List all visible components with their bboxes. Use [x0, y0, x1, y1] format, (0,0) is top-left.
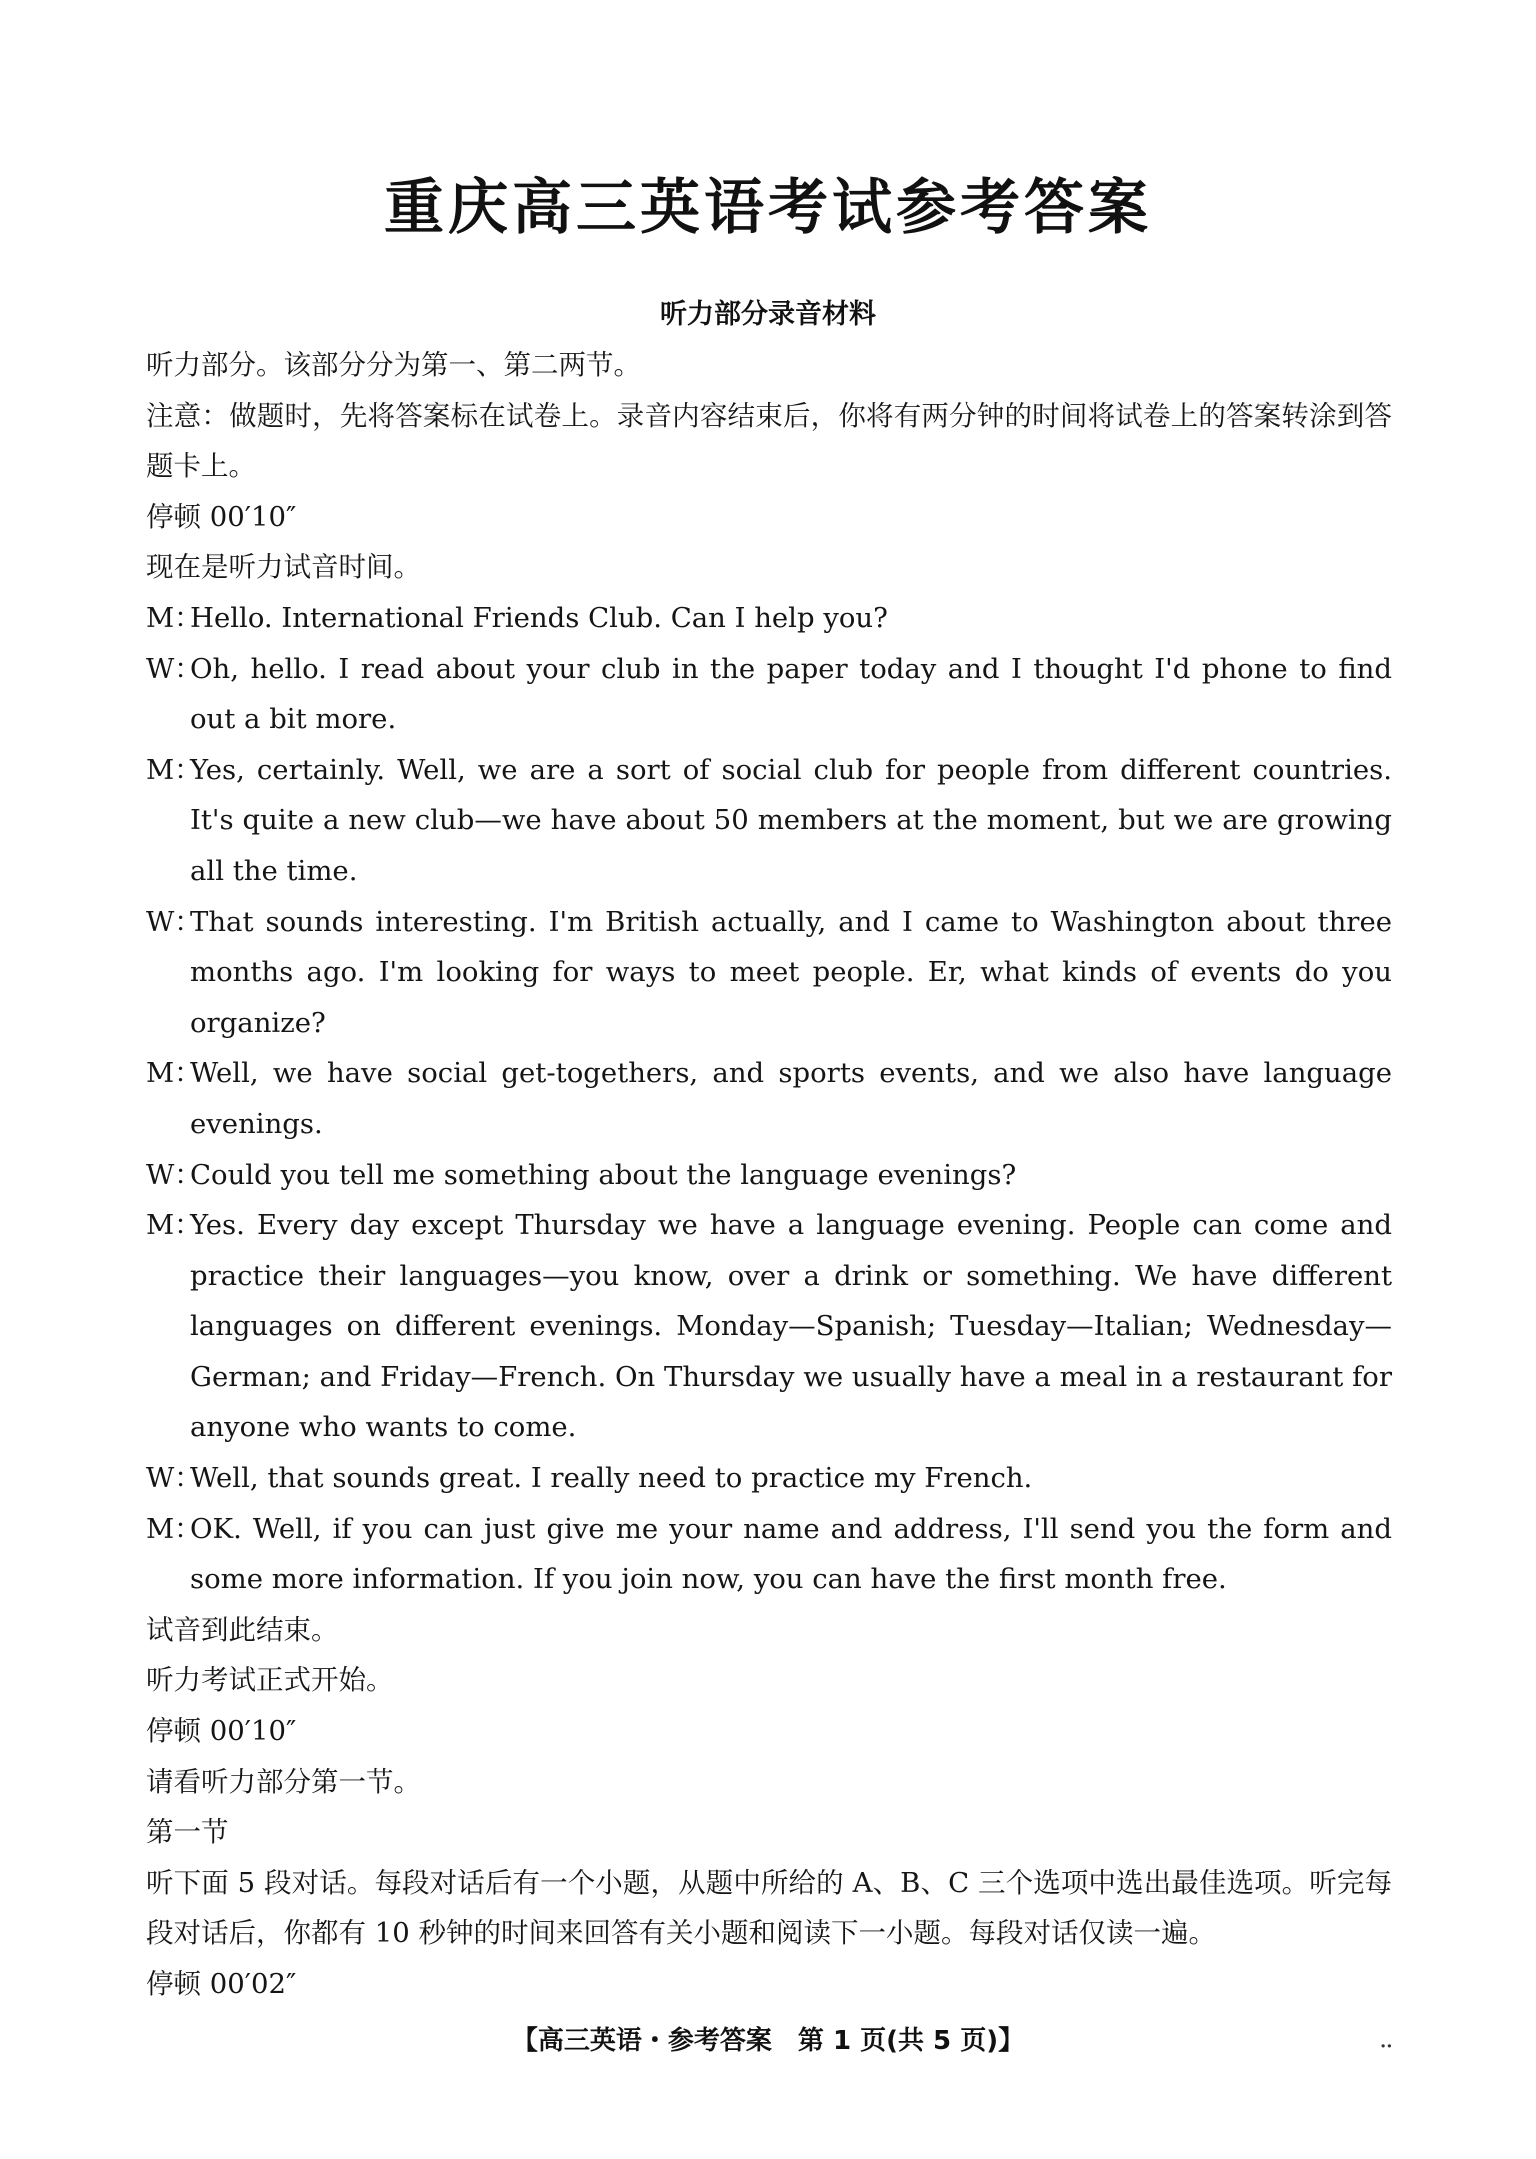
dialogue-turn [146, 745, 1392, 897]
corner-mark: ·· [1380, 2036, 1393, 2057]
speaker-label: M： [146, 753, 202, 786]
dialogue-turn [146, 1200, 1392, 1453]
dialogue-text: Yes. Every day except Thursday we have a language evening. People can come and practice their languages—you know, over a drink or something. We have different languages on different evenings. Monday—Spanish; Tuesday—Italian; Wednesday—German; and Friday—French. On Thursday we usually have a meal in a restaurant for anyone who wants to come. [190, 1209, 1392, 1444]
transcript-body [146, 340, 1392, 2010]
dialogue-text: Yes, certainly. Well, we are a sort of social club for people from different countries. It's quite a new club—we have about 50 members at the moment, but we are growing all the time. [190, 753, 1392, 887]
dialogue-text: OK. Well, if you can just give me your name and address, I'll send you the form and some more information. If you join now, you can have the first month free. [190, 1512, 1392, 1596]
speaker-label: W： [146, 652, 202, 685]
pause-line: 停顿 00′02″ [146, 1968, 297, 2000]
section-heading: 第一节 [146, 1816, 229, 1849]
dialogue-turn [146, 1504, 1392, 1605]
speaker-label: M： [146, 1512, 202, 1545]
section-subtitle: 听力部分录音材料 [660, 299, 876, 330]
speaker-label: W： [146, 1158, 202, 1191]
dialogue-text: Could you tell me something about the language evenings? [190, 1158, 1017, 1191]
dialogue-turn [146, 897, 1392, 1049]
dialogue-turn [146, 1150, 1392, 1201]
outro-line: 请看听力部分第一节。 [146, 1765, 421, 1798]
speaker-label: M： [146, 1057, 202, 1090]
outro-line: 试音到此结束。 [146, 1613, 339, 1646]
intro-line: 现在是听力试音时间。 [146, 551, 421, 584]
page-footer: 【高三英语・参考答案 第 1 页(共 5 页)】 [511, 2026, 1025, 2056]
outro-line: 听力考试正式开始。 [146, 1664, 394, 1697]
pause-line: 停顿 00′10″ [146, 1715, 297, 1748]
dialogue-text: Well, that sounds great. I really need to practice my French. [190, 1462, 1033, 1495]
speaker-label: W： [146, 905, 202, 938]
intro-note: 注意：做题时，先将答案标在试卷上。录音内容结束后，你将有两分钟的时间将试卷上的答案转涂到答题卡上。 [146, 399, 1392, 483]
speaker-label: W： [146, 1462, 202, 1495]
dialogue-text: Well, we have social get-togethers, and sports events, and we also have language evenings. [190, 1057, 1392, 1140]
dialogue-text: Hello. International Friends Club. Can I help you? [190, 601, 888, 634]
dialogue-turn [146, 593, 1392, 644]
dialogue-turn [146, 1048, 1392, 1149]
dialogue-turn [146, 1453, 1392, 1504]
speaker-label: M： [146, 1209, 202, 1242]
page-title: 重庆高三英语考试参考答案 [384, 173, 1152, 243]
dialogue-turn [146, 644, 1392, 745]
intro-line: 听力部分。该部分分为第一、第二两节。 [146, 349, 641, 381]
section-instructions: 听下面 5 段对话。每段对话后有一个小题，从题中所给的 A、B、C 三个选项中选出最佳选项。听完每段对话后，你都有 10 秒钟的时间来回答有关小题和阅读下一小题。每段对话仅读一遍。 [146, 1866, 1392, 1950]
dialogue-text: Oh, hello. I read about your club in the paper today and I thought I'd phone to find out a bit more. [190, 652, 1392, 736]
pause-line: 停顿 00′10″ [146, 500, 297, 533]
dialogue-text: That sounds interesting. I'm British actually, and I came to Washington about three months ago. I'm looking for ways to meet people. Er, what kinds of events do you organize? [190, 905, 1392, 1039]
speaker-label: M： [146, 601, 202, 634]
